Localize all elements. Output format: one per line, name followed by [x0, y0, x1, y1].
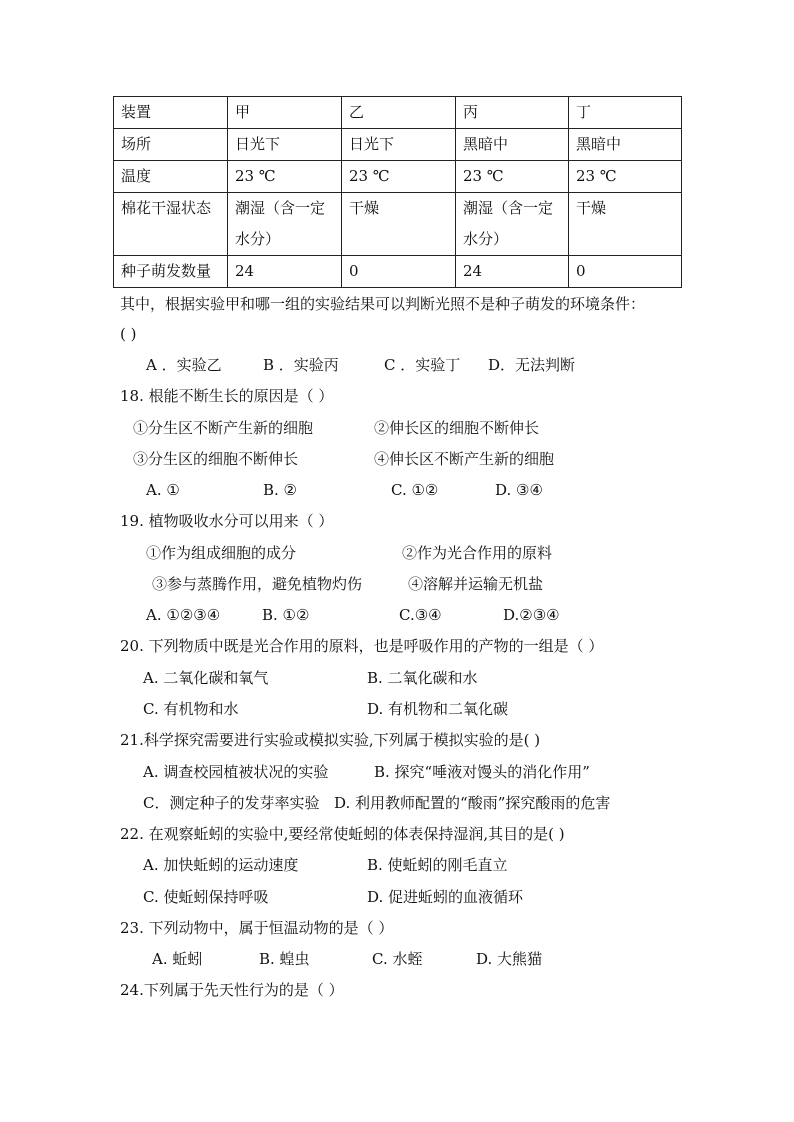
table-cell: 黑暗中	[569, 129, 682, 161]
option-a: A ．实验乙	[146, 356, 222, 374]
option-a: A. ①	[146, 481, 180, 499]
option-d: D. 有机物和二氧化碳	[367, 700, 509, 718]
option-a: A. 调查校园植被状况的实验	[143, 763, 329, 781]
question-stem: 20. 下列物质中既是光合作用的原料，也是呼吸作用的产物的一组是（ ）	[120, 637, 604, 655]
question-stem: 18. 根能不断生长的原因是（ ）	[120, 387, 334, 405]
item-4: ④伸长区不断产生新的细胞	[374, 450, 555, 468]
item-2: ②伸长区的细胞不断伸长	[374, 419, 540, 437]
option-c: C. 水蛭	[372, 950, 423, 968]
option-a: A. ①②③④	[146, 606, 221, 624]
item-1: ①作为组成细胞的成分	[146, 544, 297, 562]
option-b: B ．实验丙	[263, 356, 339, 374]
option-b: B. 探究“唾液对馒头的消化作用”	[374, 763, 590, 781]
table-cell: 日光下	[228, 129, 342, 161]
option-c: C．测定种子的发芽率实验	[143, 794, 320, 812]
question-stem: 22. 在观察蚯蚓的实验中,要经常使蚯蚓的体表保持湿润,其目的是( )	[120, 825, 565, 843]
table-cell: 丙	[456, 97, 569, 129]
item-3: ③分生区的细胞不断伸长	[133, 450, 299, 468]
item-3: ③参与蒸腾作用，避免植物灼伤	[152, 575, 363, 593]
table-cell: 棉花干湿状态	[114, 193, 228, 256]
option-d: D. 促进蚯蚓的血液循环	[367, 888, 524, 906]
option-c: C.③④	[399, 606, 442, 624]
item-2: ②作为光合作用的原料	[402, 544, 553, 562]
table-cell: 0	[342, 256, 456, 288]
option-c: C. 使蚯蚓保持呼吸	[143, 888, 269, 906]
option-d: D．无法判断	[488, 356, 576, 374]
table-cell: 黑暗中	[456, 129, 569, 161]
question-stem: 19. 植物吸收水分可以用来（ ）	[120, 512, 334, 530]
table-row	[114, 129, 682, 161]
option-c: C ．实验丁	[384, 356, 461, 374]
answer-paren: ( )	[120, 325, 137, 343]
table-cell: 23 ℃	[456, 161, 569, 193]
option-b: B. 蝗虫	[259, 950, 310, 968]
option-d: D. 利用教师配置的“酸雨”探究酸雨的危害	[334, 794, 611, 812]
question-stem: 21.科学探究需要进行实验或模拟实验,下列属于模拟实验的是( )	[120, 731, 541, 749]
table-cell: 温度	[114, 161, 228, 193]
table-cell: 干燥	[569, 193, 682, 256]
question-stem: 23. 下列动物中，属于恒温动物的是（ ）	[120, 919, 394, 937]
option-a: A. 蚯蚓	[152, 950, 203, 968]
option-a: A. 二氧化碳和氧气	[143, 669, 269, 687]
table-row	[114, 161, 682, 193]
table-cell: 24	[456, 256, 569, 288]
experiment-table	[113, 96, 682, 288]
table-row	[114, 97, 682, 129]
table-cell: 干燥	[342, 193, 456, 256]
table-cell: 场所	[114, 129, 228, 161]
option-a: A. 加快蚯蚓的运动速度	[143, 856, 299, 874]
table-cell: 乙	[342, 97, 456, 129]
table-cell: 甲	[228, 97, 342, 129]
table-cell: 丁	[569, 97, 682, 129]
item-1: ①分生区不断产生新的细胞	[133, 419, 314, 437]
question-stem: 其中，根据实验甲和哪一组的实验结果可以判断光照不是种子萌发的环境条件：	[120, 295, 646, 313]
table-cell: 0	[569, 256, 682, 288]
option-b: B. ②	[263, 481, 298, 499]
option-c: C. ①②	[391, 481, 439, 499]
option-b: B. 二氧化碳和水	[367, 669, 478, 687]
table-row	[114, 256, 682, 288]
option-d: D. 大熊猫	[476, 950, 543, 968]
table-cell: 装置	[114, 97, 228, 129]
option-b: B. 使蚯蚓的刚毛直立	[367, 856, 508, 874]
option-d: D. ③④	[495, 481, 543, 499]
table-cell: 23 ℃	[228, 161, 342, 193]
table-cell: 23 ℃	[569, 161, 682, 193]
option-d: D.②③④	[503, 606, 560, 624]
table-cell: 潮湿（含一定水分）	[456, 193, 569, 256]
table-row	[114, 193, 682, 256]
question-stem: 24.下列属于先天性行为的是（ ）	[120, 981, 344, 999]
table-cell: 23 ℃	[342, 161, 456, 193]
option-c: C. 有机物和水	[143, 700, 239, 718]
table-cell: 种子萌发数量	[114, 256, 228, 288]
item-4: ④溶解并运输无机盐	[408, 575, 544, 593]
table-cell: 潮湿（含一定水分）	[228, 193, 342, 256]
option-b: B. ①②	[262, 606, 310, 624]
table-cell: 24	[228, 256, 342, 288]
table-cell: 日光下	[342, 129, 456, 161]
